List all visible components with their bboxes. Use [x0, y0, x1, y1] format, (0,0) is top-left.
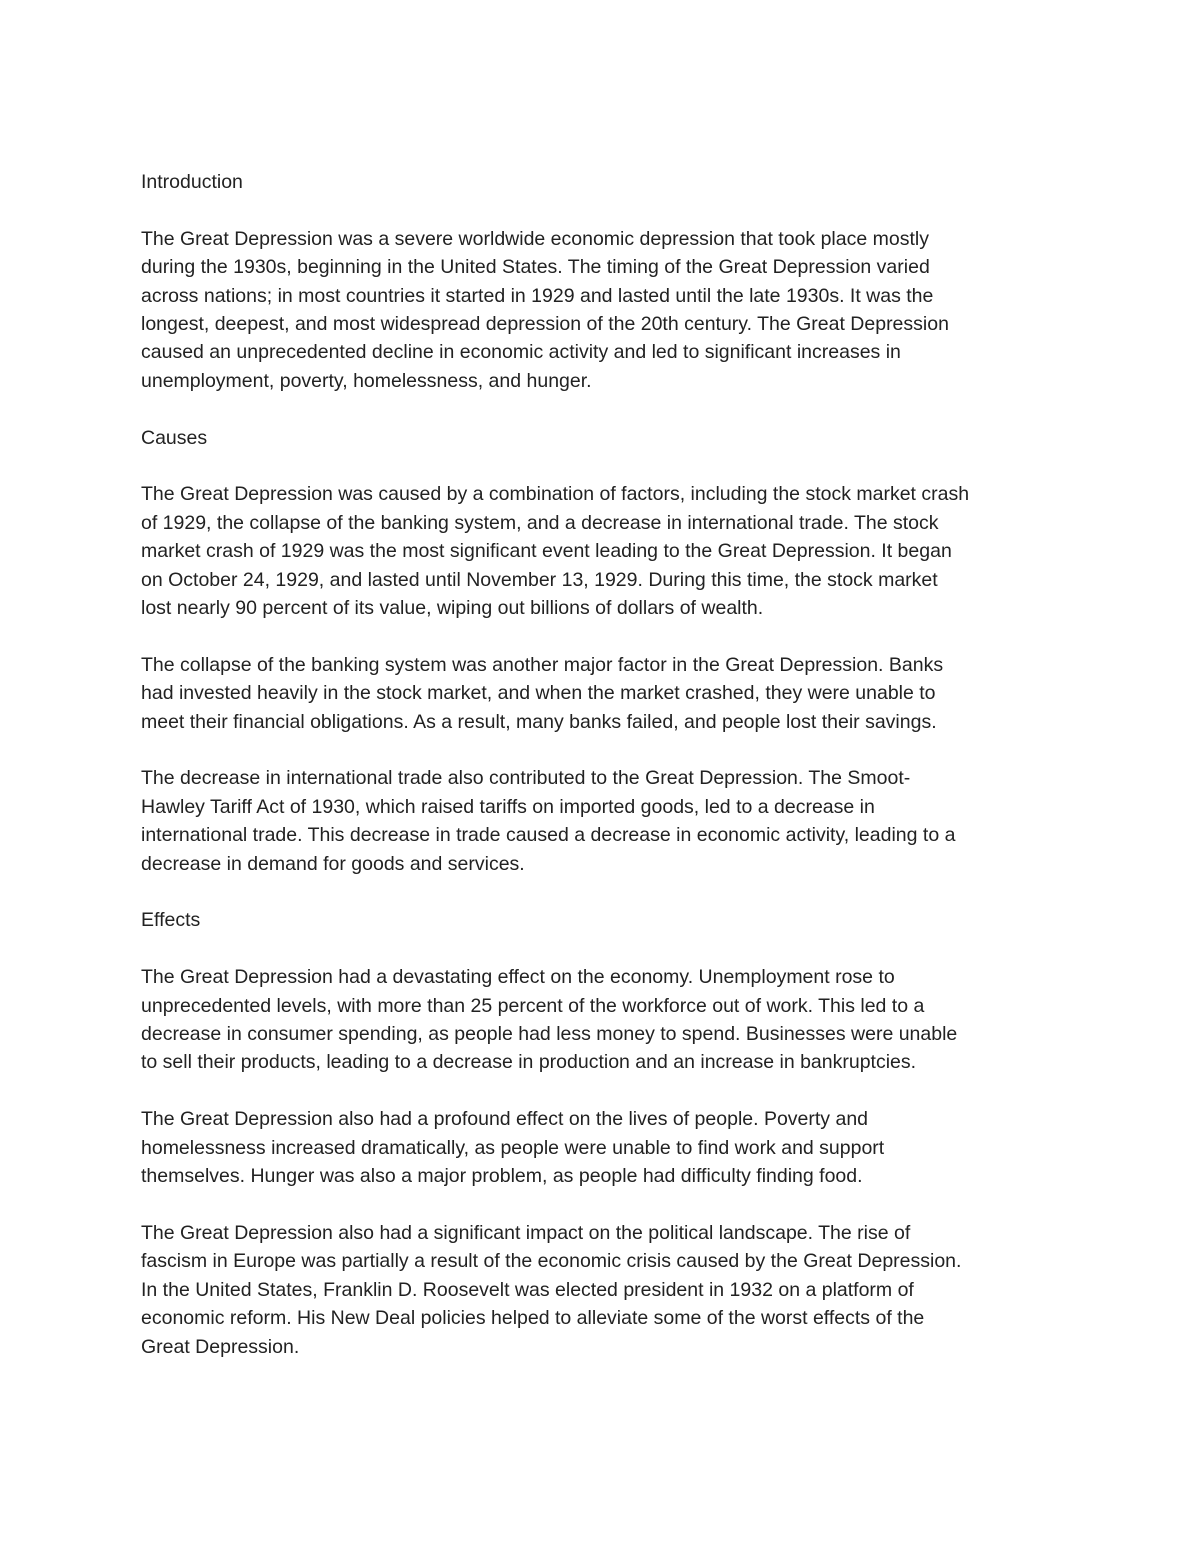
text-line: The Great Depression had a devastating effect on the economy. Unemployment rose to [141, 966, 895, 989]
paragraph [141, 1105, 1066, 1190]
text-line: market crash of 1929 was the most significant event leading to the Great Depression. It began [141, 540, 952, 563]
text-line: unemployment, poverty, homelessness, and hunger. [141, 369, 592, 392]
text-line: The Great Depression was caused by a combination of factors, including the stock market crash [141, 483, 970, 506]
text-line: caused an unprecedented decline in economic activity and led to significant increases in [141, 341, 901, 364]
section-heading-causes: Causes [141, 426, 208, 449]
paragraph [141, 651, 1066, 736]
paragraph [141, 225, 1066, 395]
text-line: on October 24, 1929, and lasted until November 13, 1929. During this time, the stock market [141, 568, 938, 591]
text-line: fascism in Europe was partially a result of the economic crisis caused by the Great Depression. [141, 1250, 962, 1273]
text-line: unprecedented levels, with more than 25 percent of the workforce out of work. This led to a [141, 994, 925, 1017]
text-line: decrease in demand for goods and services. [141, 852, 525, 875]
text-line: The Great Depression was a severe worldwide economic depression that took place mostly [141, 227, 929, 250]
paragraph [141, 480, 1066, 622]
paragraph [141, 1219, 1066, 1361]
text-line: lost nearly 90 percent of its value, wiping out billions of dollars of wealth. [141, 597, 764, 620]
text-line: Hawley Tariff Act of 1930, which raised tariffs on imported goods, led to a decrease in [141, 795, 875, 818]
text-line: during the 1930s, beginning in the United States. The timing of the Great Depression varied [141, 256, 930, 279]
text-line: across nations; in most countries it started in 1929 and lasted until the late 1930s. It was the [141, 284, 934, 307]
text-line: decrease in consumer spending, as people had less money to spend. Businesses were unable [141, 1023, 958, 1046]
text-line: homelessness increased dramatically, as people were unable to find work and support [141, 1136, 885, 1159]
section-heading-effects: Effects [141, 909, 201, 932]
document-page [141, 168, 1066, 1389]
text-line: In the United States, Franklin D. Roosevelt was elected president in 1932 on a platform of [141, 1278, 914, 1301]
text-line: economic reform. His New Deal policies helped to alleviate some of the worst effects of the [141, 1307, 925, 1330]
text-line: meet their financial obligations. As a result, many banks failed, and people lost their savings. [141, 710, 937, 733]
text-line: Great Depression. [141, 1335, 300, 1358]
text-line: international trade. This decrease in trade caused a decrease in economic activity, leading to a [141, 824, 956, 847]
section-heading-introduction: Introduction [141, 171, 243, 193]
text-line: of 1929, the collapse of the banking system, and a decrease in international trade. The stock [141, 511, 939, 534]
text-line: The Great Depression also had a profound effect on the lives of people. Poverty and [141, 1108, 869, 1131]
text-line: to sell their products, leading to a decrease in production and an increase in bankruptcies. [141, 1051, 917, 1074]
paragraph [141, 963, 1066, 1077]
text-line: The Great Depression also had a significant impact on the political landscape. The rise of [141, 1221, 911, 1244]
text-line: The collapse of the banking system was another major factor in the Great Depression. Banks [141, 653, 944, 676]
paragraph [141, 764, 1066, 878]
text-line: longest, deepest, and most widespread depression of the 20th century. The Great Depression [141, 313, 949, 336]
text-line: The decrease in international trade also contributed to the Great Depression. The Smoot- [141, 767, 911, 790]
text-line: themselves. Hunger was also a major problem, as people had difficulty finding food. [141, 1165, 863, 1188]
text-line: had invested heavily in the stock market, and when the market crashed, they were unable to [141, 682, 936, 705]
